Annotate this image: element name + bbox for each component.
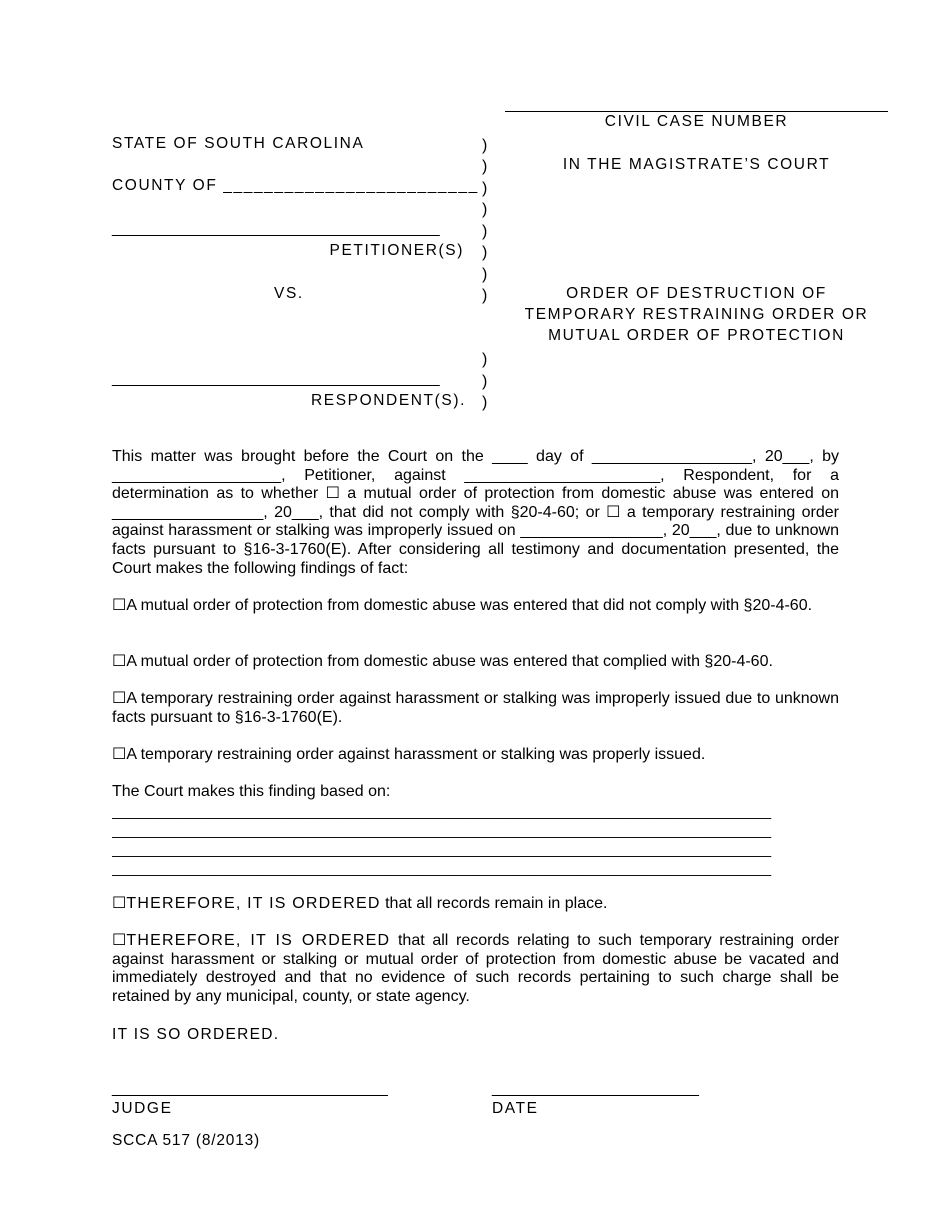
petitioner-name-line[interactable]: ______________________________________	[112, 220, 440, 237]
form-id: SCCA 517 (8/2013)	[112, 1132, 261, 1149]
date-label: DATE	[492, 1100, 539, 1117]
document-title-line-1: ORDER OF DESTRUCTION OF	[566, 285, 827, 302]
checkbox-icon[interactable]: ☐	[112, 895, 127, 912]
respondent-name-line[interactable]: ______________________________________	[112, 370, 440, 387]
order-lead: THEREFORE, IT IS ORDERED	[126, 895, 381, 912]
order-option-2[interactable]	[112, 932, 839, 1006]
caption-paren: )	[482, 266, 488, 283]
checkbox-icon[interactable]: ☐	[112, 932, 127, 949]
so-ordered-label: IT IS SO ORDERED.	[112, 1026, 280, 1043]
finding-1[interactable]	[112, 597, 839, 616]
finding-text: A mutual order of protection from domestic abuse was entered that did not comply with §20-4-60.	[126, 597, 813, 614]
court-label: IN THE MAGISTRATE’S COURT	[562, 156, 831, 173]
finding-2[interactable]	[112, 653, 839, 672]
date-signature-line[interactable]: ________________________	[492, 1080, 699, 1097]
document-title-line-2: TEMPORARY RESTRAINING ORDER OR	[524, 306, 869, 323]
caption-paren: )	[482, 394, 488, 411]
finding-3[interactable]	[112, 690, 839, 727]
case-number-label: CIVIL CASE NUMBER	[604, 113, 789, 130]
document-title-line-3: MUTUAL ORDER OF PROTECTION	[548, 327, 845, 344]
basis-line[interactable]: _______________________________________________________________________________	[112, 822, 772, 839]
order-lead: THEREFORE, IT IS ORDERED	[126, 932, 391, 949]
checkbox-icon[interactable]: ☐	[112, 597, 127, 614]
respondent-label: RESPONDENT(S).	[310, 392, 466, 409]
finding-text: A mutual order of protection from domestic abuse was entered that complied with §20-4-60.	[126, 653, 773, 670]
basis-label: The Court makes this finding based on:	[112, 783, 391, 800]
order-option-1[interactable]	[112, 895, 839, 914]
caption-paren: )	[482, 244, 488, 261]
finding-4[interactable]	[112, 746, 839, 765]
order-text: that all records relating to such temporary restraining order against harassment or stalking or mutual order of protection from domestic abuse be vacated and immediately destroyed and that no evidence of such records pertaining to such charge shall be retained by any municipal, county, or state agency.	[112, 932, 840, 1005]
checkbox-icon[interactable]: ☐	[112, 653, 127, 670]
caption-paren: )	[482, 351, 488, 368]
finding-text: A temporary restraining order against harassment or stalking was improperly issued due to unknown facts pursuant to §16-3-1760(E).	[112, 690, 839, 726]
caption-paren: )	[482, 223, 488, 240]
petitioner-label: PETITIONER(S)	[329, 242, 464, 259]
intro-paragraph: This matter was brought before the Court on the ____ day of __________________, 20___, by ___________________, Petitioner, against ______________________, Respondent, for a determination as to whether ☐ a mutual order of protection from domestic abuse was entered on _________________, 20___, that did not comply with §20-4-60; or ☐ a temporary restraining order against harassment or stalking was improperly issued on ________________, 20___, due to unknown facts pursuant to §16-3-1760(E). After considering all testimony and documentation presented, the Court makes the following findings of fact:	[112, 448, 839, 577]
caption-paren: )	[482, 180, 488, 197]
case-number-line[interactable]	[505, 111, 888, 112]
judge-label: JUDGE	[112, 1100, 173, 1117]
basis-line[interactable]: _______________________________________________________________________________	[112, 860, 772, 877]
basis-line[interactable]: _______________________________________________________________________________	[112, 803, 772, 820]
caption-paren: )	[482, 287, 488, 304]
caption-paren: )	[482, 158, 488, 175]
caption-paren: )	[482, 373, 488, 390]
checkbox-icon[interactable]: ☐	[112, 690, 127, 707]
checkbox-icon[interactable]: ☐	[112, 746, 127, 763]
county-field[interactable]: COUNTY OF _________________________	[112, 177, 479, 194]
judge-signature-line[interactable]: ________________________________	[112, 1080, 388, 1097]
basis-line[interactable]: _______________________________________________________________________________	[112, 841, 772, 858]
caption-paren: )	[482, 201, 488, 218]
finding-text: A temporary restraining order against harassment or stalking was properly issued.	[126, 746, 706, 763]
versus-label: VS.	[274, 285, 304, 302]
state-label: STATE OF SOUTH CAROLINA	[112, 135, 365, 152]
order-text: that all records remain in place.	[380, 895, 608, 912]
caption-paren: )	[482, 137, 488, 154]
